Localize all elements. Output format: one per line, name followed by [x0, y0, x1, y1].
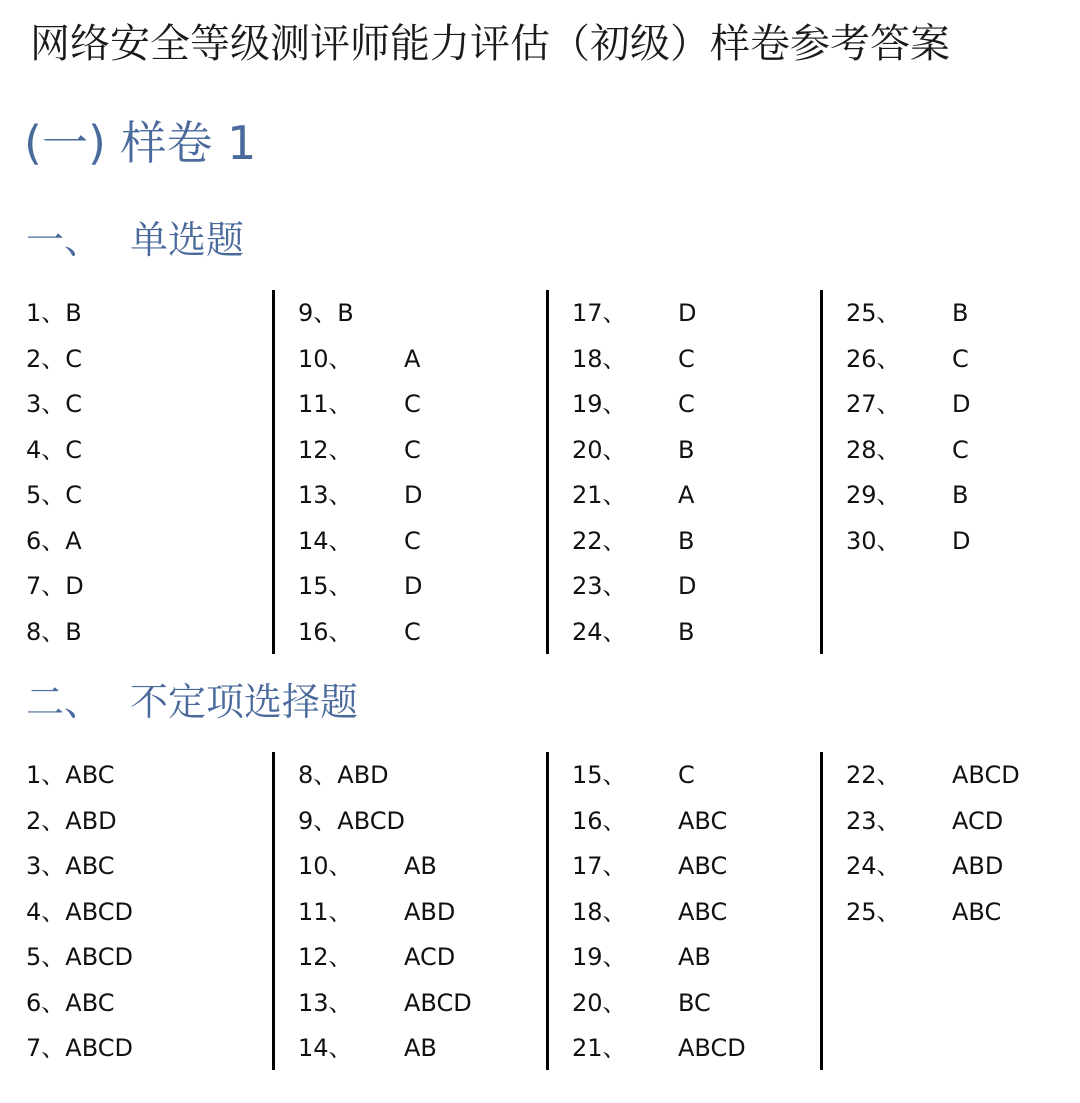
answer-row: [846, 381, 971, 427]
answer-value: ABCD: [404, 988, 472, 1017]
answer-row: [846, 752, 1020, 798]
question-number: 4、: [26, 435, 66, 464]
answer-row: [26, 336, 82, 382]
question-number: 11、: [298, 897, 353, 926]
answer-value: B: [65, 617, 82, 646]
answer-value: C: [404, 390, 421, 418]
question-number: 19、: [572, 943, 627, 971]
question-number: 29、: [846, 481, 901, 509]
question-number: 7、: [26, 1034, 66, 1062]
answer-value: B: [65, 299, 82, 327]
question-number: 1、: [26, 761, 66, 789]
question-number: 22、: [846, 761, 901, 789]
answer-row: [26, 798, 117, 844]
question-number: 30、: [846, 526, 901, 555]
answer-row: [298, 889, 456, 935]
answer-column: [0, 290, 272, 654]
question-number: 18、: [572, 897, 627, 926]
question-number: 12、: [298, 435, 353, 464]
question-number: 10、: [298, 852, 353, 880]
answer-row: [572, 336, 695, 382]
answer-value: ABC: [678, 897, 728, 926]
answer-row: [298, 381, 421, 427]
answer-value: B: [678, 435, 695, 464]
answer-column: [272, 290, 549, 654]
answer-row: [846, 798, 1004, 844]
question-number: 1、: [26, 299, 66, 327]
answer-value: C: [678, 344, 695, 373]
answer-row: [572, 980, 711, 1026]
question-number: 22、: [572, 526, 627, 555]
question-number: 8、: [26, 617, 66, 646]
answer-row: [572, 1025, 746, 1071]
answer-value: ABC: [678, 852, 728, 880]
question-number: 16、: [572, 806, 627, 835]
answer-row: [26, 381, 82, 427]
question-number: 26、: [846, 344, 901, 373]
question-number: 15、: [298, 572, 353, 600]
question-number: 5、: [26, 481, 66, 509]
question-number: 24、: [572, 617, 627, 646]
answer-value: ABCD: [678, 1034, 746, 1062]
answer-row: [572, 290, 697, 336]
question-number: 9、: [298, 806, 338, 835]
answer-value: BC: [678, 988, 711, 1017]
answer-value: C: [65, 344, 83, 373]
answer-row: [572, 427, 695, 473]
answer-value: C: [404, 617, 421, 646]
answer-value: B: [952, 481, 969, 509]
answer-row: [298, 518, 421, 564]
answer-value: AB: [678, 943, 711, 971]
answer-value: ABCD: [65, 1034, 133, 1062]
question-number: 20、: [572, 435, 627, 464]
answer-value: B: [952, 299, 969, 327]
answer-row: [298, 752, 389, 798]
question-number: 6、: [26, 988, 66, 1017]
question-number: 24、: [846, 852, 901, 880]
question-number: 25、: [846, 299, 901, 327]
answer-row: [572, 752, 695, 798]
single-choice-answer-grid: [0, 290, 1080, 654]
section-heading-multiple-choice: [26, 674, 358, 730]
answer-value: C: [952, 344, 969, 373]
answer-value: D: [952, 526, 971, 555]
answer-value: C: [678, 390, 695, 418]
question-number: 23、: [846, 806, 901, 835]
section-number: 二、: [26, 680, 103, 724]
answer-row: [846, 290, 969, 336]
question-number: 23、: [572, 572, 627, 600]
question-number: 3、: [26, 390, 66, 418]
answer-value: ABCD: [952, 761, 1020, 789]
question-number: 8、: [298, 761, 338, 789]
answer-value: ACD: [952, 806, 1004, 835]
answer-value: ABD: [65, 806, 117, 835]
question-number: 10、: [298, 344, 353, 373]
section-title: 单选题: [130, 218, 245, 262]
answer-value: D: [65, 572, 84, 600]
answer-column: [820, 752, 1080, 1070]
question-number: 20、: [572, 988, 627, 1017]
question-number: 3、: [26, 852, 66, 880]
answer-row: [26, 563, 84, 609]
answer-row: [572, 563, 697, 609]
question-number: 6、: [26, 526, 66, 555]
answer-value: B: [337, 299, 354, 327]
answer-column: [0, 752, 272, 1070]
answer-value: ABD: [337, 761, 389, 789]
answer-row: [846, 472, 969, 518]
answer-row: [26, 1025, 133, 1071]
answer-row: [846, 843, 1004, 889]
answer-value: C: [404, 526, 421, 555]
answer-row: [298, 934, 456, 980]
document-title: 网络安全等级测评师能力评估（初级）样卷参考答案: [30, 21, 950, 67]
answer-row: [298, 609, 421, 655]
answer-row: [572, 798, 728, 844]
answer-value: ABD: [952, 852, 1004, 880]
answer-value: ABCD: [65, 897, 133, 926]
answer-row: [572, 934, 711, 980]
answer-value: C: [65, 435, 83, 464]
answer-value: C: [678, 761, 695, 789]
answer-row: [298, 798, 405, 844]
answer-value: D: [404, 481, 423, 509]
question-number: 11、: [298, 390, 353, 418]
question-number: 13、: [298, 481, 353, 509]
answer-row: [572, 381, 695, 427]
answer-row: [298, 843, 437, 889]
question-number: 2、: [26, 344, 66, 373]
answer-row: [846, 336, 969, 382]
answer-value: A: [404, 344, 421, 373]
question-number: 14、: [298, 1034, 353, 1062]
section-title: 不定项选择题: [130, 680, 359, 724]
answer-value: B: [678, 617, 695, 646]
question-number: 17、: [572, 852, 627, 880]
question-number: 16、: [298, 617, 353, 646]
answer-row: [572, 518, 695, 564]
answer-row: [572, 472, 695, 518]
answer-row: [26, 427, 82, 473]
answer-row: [26, 518, 82, 564]
question-number: 27、: [846, 390, 901, 418]
answer-value: ACD: [404, 943, 456, 971]
answer-row: [846, 518, 971, 564]
question-number: 2、: [26, 806, 66, 835]
answer-row: [298, 563, 423, 609]
question-number: 21、: [572, 481, 627, 509]
answer-value: C: [404, 435, 421, 464]
answer-value: C: [65, 390, 83, 418]
answer-value: D: [678, 572, 697, 600]
question-number: 28、: [846, 435, 901, 464]
answer-value: ABC: [65, 761, 115, 789]
question-number: 19、: [572, 390, 627, 418]
answer-value: D: [404, 572, 423, 600]
paper-heading: (一) 样卷 1: [24, 116, 257, 170]
section-heading-single-choice: [26, 212, 244, 268]
answer-value: ABC: [952, 897, 1002, 926]
answer-row: [26, 752, 115, 798]
question-number: 17、: [572, 299, 627, 327]
answer-row: [572, 843, 728, 889]
answer-row: [26, 843, 115, 889]
answer-row: [26, 290, 82, 336]
answer-value: ABC: [65, 988, 115, 1017]
question-number: 12、: [298, 943, 353, 971]
answer-column: [272, 752, 549, 1070]
question-number: 13、: [298, 988, 353, 1017]
answer-value: A: [65, 526, 82, 555]
answer-row: [846, 427, 969, 473]
answer-row: [298, 472, 423, 518]
question-number: 15、: [572, 761, 627, 789]
answer-row: [298, 427, 421, 473]
answer-row: [572, 609, 695, 655]
question-number: 18、: [572, 344, 627, 373]
answer-value: ABC: [678, 806, 728, 835]
answer-value: A: [678, 481, 695, 509]
answer-row: [298, 290, 354, 336]
answer-column: [820, 290, 1080, 654]
question-number: 25、: [846, 897, 901, 926]
question-number: 5、: [26, 943, 66, 971]
answer-row: [26, 889, 133, 935]
answer-value: B: [678, 526, 695, 555]
answer-row: [846, 889, 1002, 935]
answer-row: [26, 934, 133, 980]
answer-column: [546, 752, 823, 1070]
answer-value: D: [952, 390, 971, 418]
answer-value: ABD: [404, 897, 456, 926]
answer-column: [546, 290, 823, 654]
question-number: 7、: [26, 572, 66, 600]
answer-row: [26, 472, 82, 518]
answer-value: C: [952, 435, 969, 464]
answer-value: AB: [404, 852, 437, 880]
section-number: 一、: [26, 218, 103, 262]
answer-row: [572, 889, 728, 935]
question-number: 14、: [298, 526, 353, 555]
question-number: 4、: [26, 897, 66, 926]
answer-value: ABCD: [65, 943, 133, 971]
question-number: 21、: [572, 1034, 627, 1062]
multiple-choice-answer-grid: [0, 752, 1080, 1070]
answer-row: [26, 980, 115, 1026]
answer-value: C: [65, 481, 83, 509]
answer-row: [298, 980, 472, 1026]
answer-row: [26, 609, 82, 655]
answer-value: D: [678, 299, 697, 327]
question-number: 9、: [298, 299, 338, 327]
answer-value: ABC: [65, 852, 115, 880]
answer-value: AB: [404, 1034, 437, 1062]
answer-row: [298, 1025, 437, 1071]
answer-row: [298, 336, 421, 382]
answer-value: ABCD: [337, 806, 405, 835]
